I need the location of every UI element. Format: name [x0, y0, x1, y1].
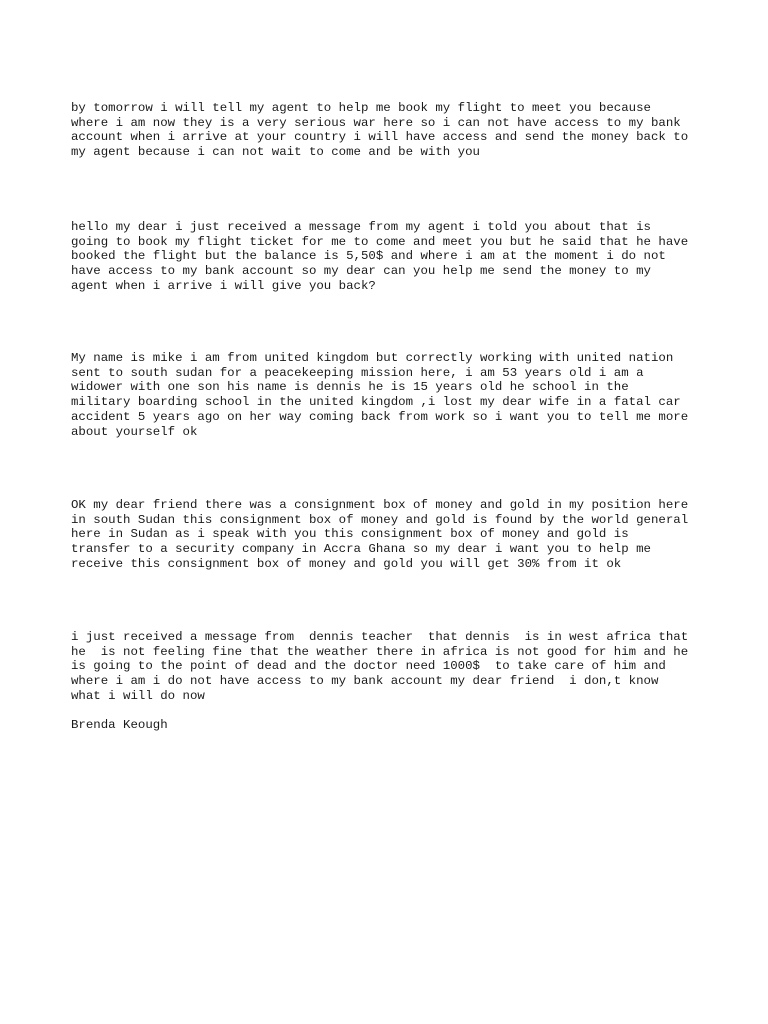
paragraph-agent-message: hello my dear i just received a message from my agent i told you about that is going to book my flight ticket for me to come and meet you but he said that he have booked the flight but the balance is 5,50$ and where i am at the moment i do not have access to my bank account so my dear can you help me send the money to my agent when i arrive i will give you back?	[71, 220, 689, 293]
paragraph-introduction: My name is mike i am from united kingdom but correctly working with united nation sent to south sudan for a peacekeeping mission here, i am 53 years old i am a widower with one son his name is dennis he is 15 years old he school in the military boarding school in the united kingdom ,i lost my dear wife in a fatal car accident 5 years ago on her way coming back from work so i want you to tell me more about yourself ok	[71, 351, 689, 439]
paragraph-flight-booking: by tomorrow i will tell my agent to help me book my flight to meet you because where i am now they is a very serious war here so i can not have access to my bank account when i arrive at your country i will have access and send the money back to my agent because i can not wait to come and be with you	[71, 101, 689, 160]
signature: Brenda Keough	[71, 718, 168, 732]
paragraph-consignment-box: OK my dear friend there was a consignment box of money and gold in my position here in south Sudan this consignment box of money and gold is found by the world general here in Sudan as i speak with you this consignment box of money and gold is transfer to a security company in Accra Ghana so my dear i want you to help me receive this consignment box of money and gold you will get 30% from it ok	[71, 498, 689, 571]
paragraph-dennis-teacher: i just received a message from dennis teacher that dennis is in west africa that he is not feeling fine that the weather there in africa is not good for him and he is going to the point of dead and the doctor need 1000$ to take care of him and where i am i do not have access to my bank account my dear friend i don,t know what i will do now	[71, 630, 689, 703]
